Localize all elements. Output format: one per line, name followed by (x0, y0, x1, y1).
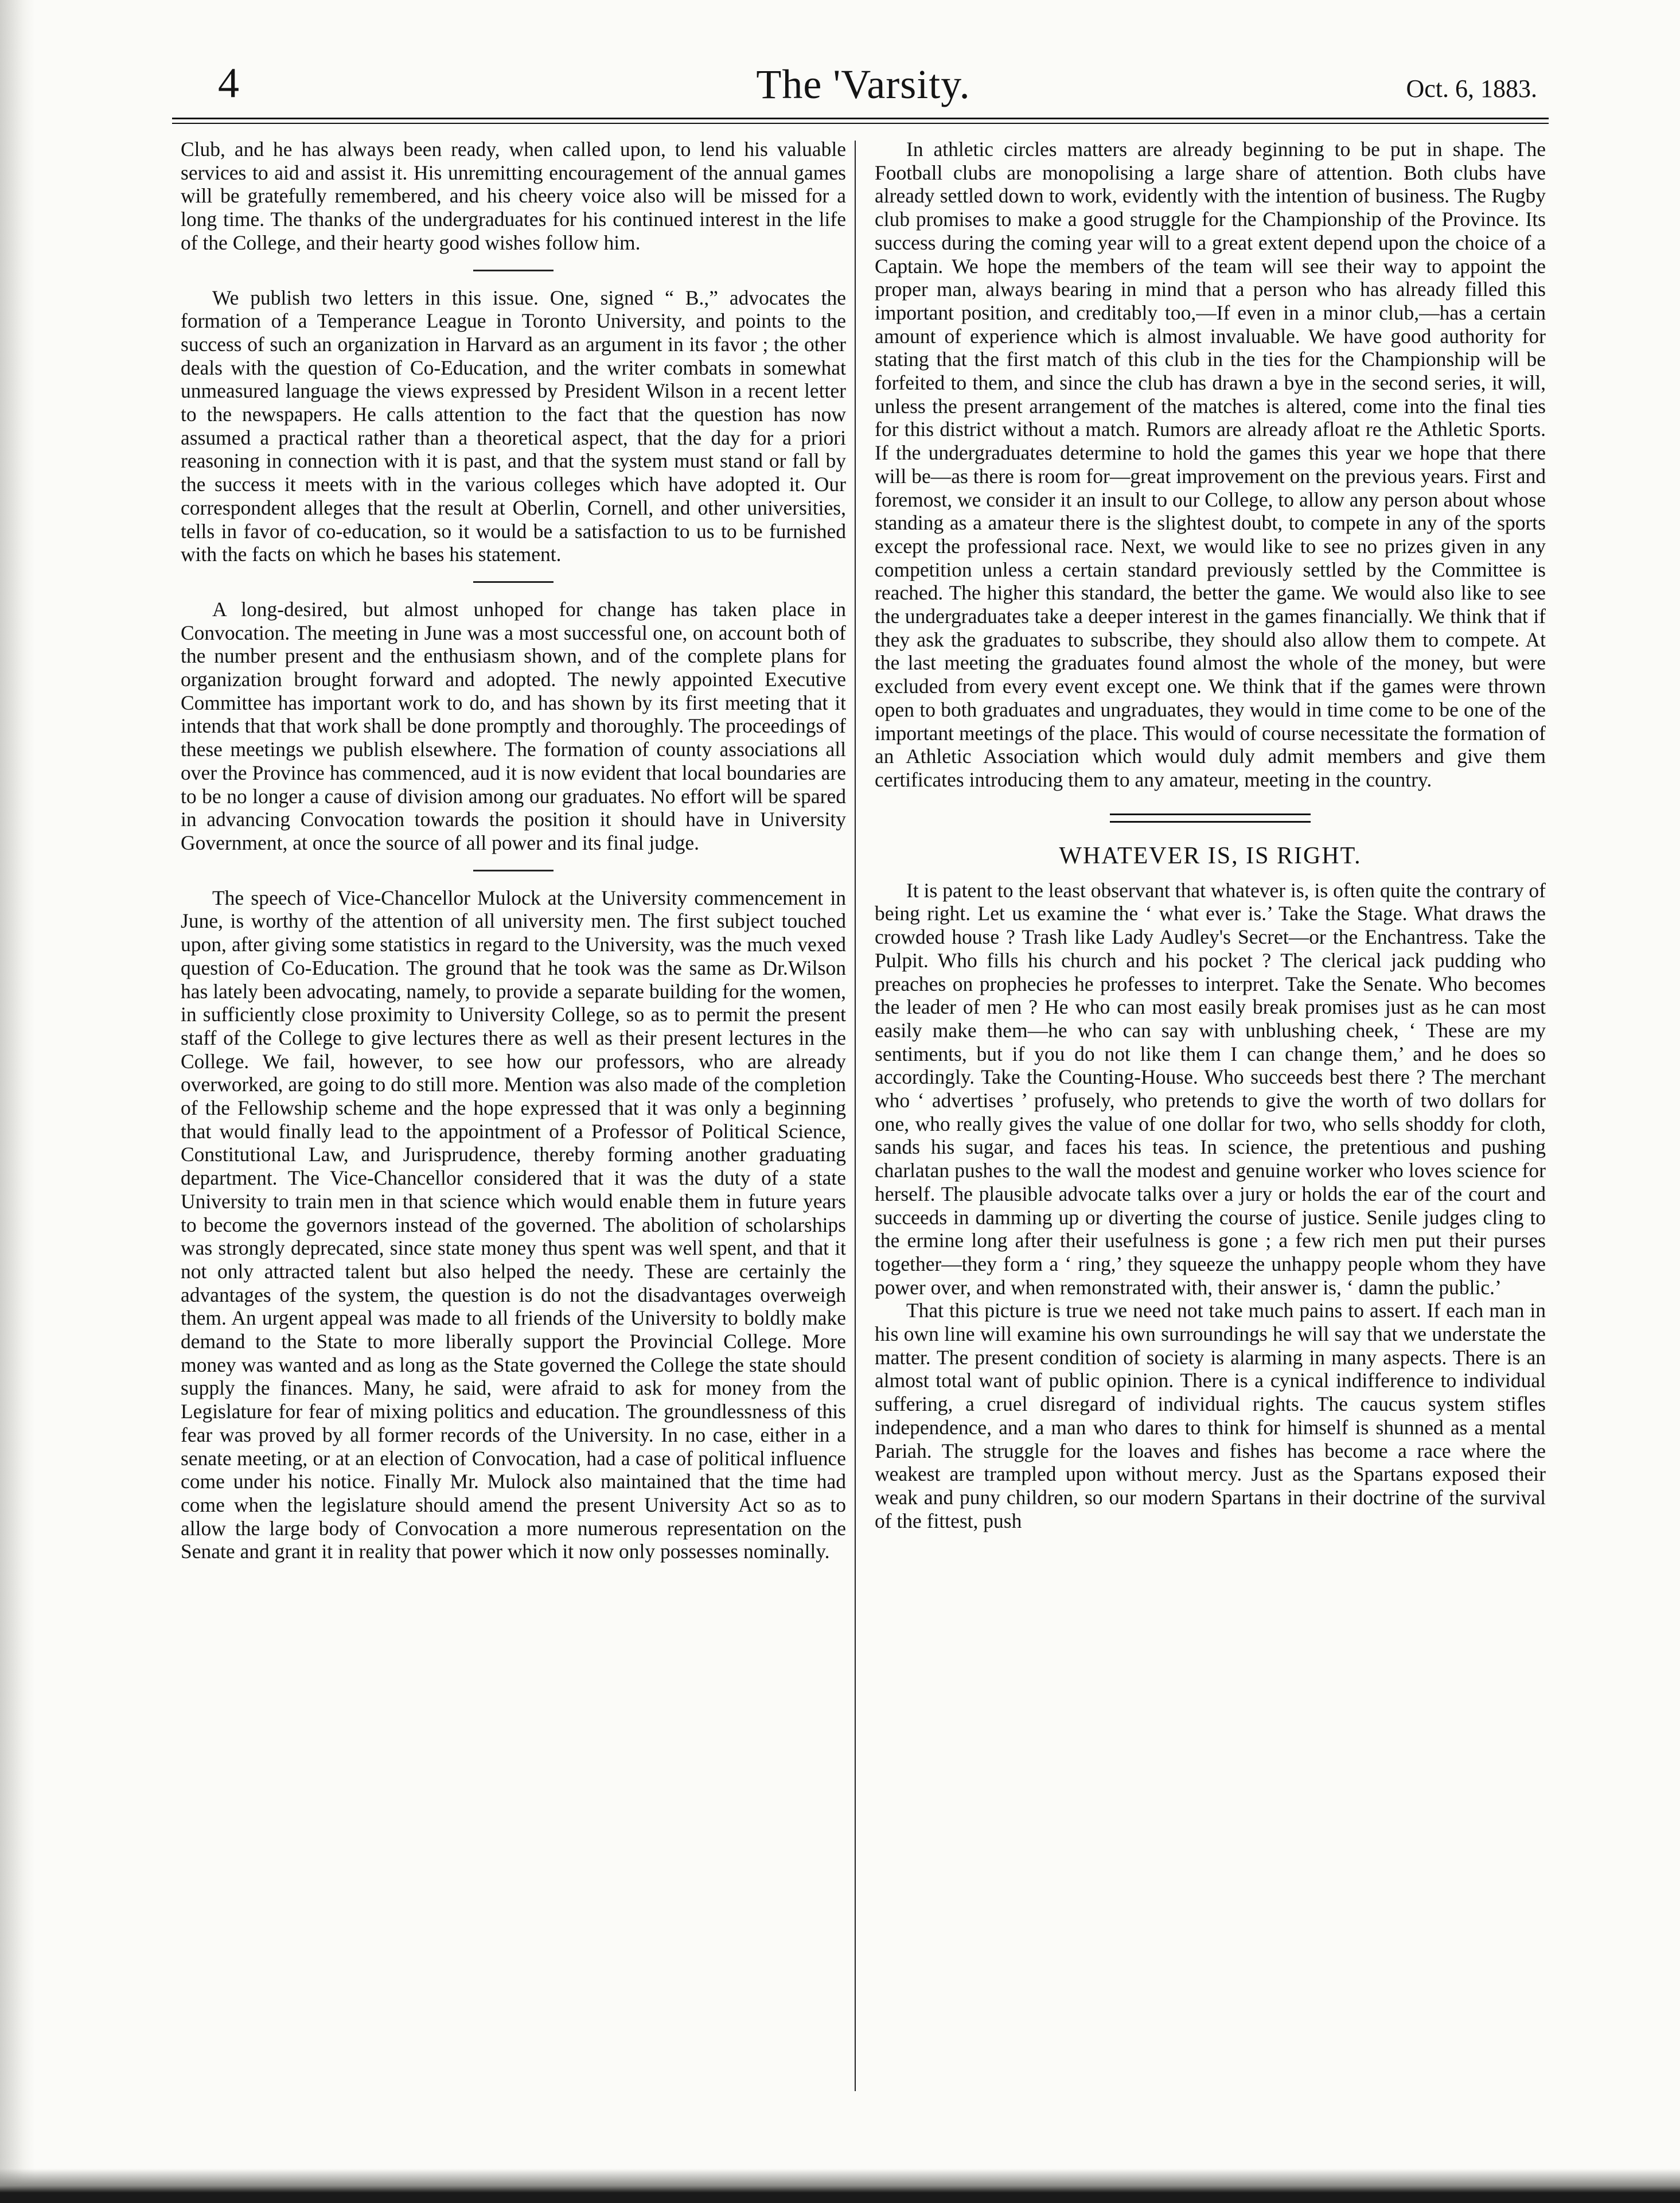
article-paragraph: A long-desired, but almost unhoped for change has taken place in Convocation. The meeting in June was a most successful one, on account both of the number present and the enthusiasm shown, and of the complete plans for organization brought forward and adopted. The newly appointed Executive Committee has important work to do, and has shown by its first meeting that it intends that that work shall be done promptly and thoroughly. The proceedings of these meetings we publish elsewhere. The formation of county associations all over the Province has commenced, aud it is now evident that local boundaries are to be no longer a cause of division among our graduates. No effort will be spared in advancing Convocation towards the position it should have in University Government, at once the source of all power and its final judge. (181, 597, 846, 854)
issue-date: Oct. 6, 1883. (1406, 75, 1537, 103)
article-paragraph: We publish two letters in this issue. One, signed “ B.,” advocates the formation of a Temperance League in Toronto University, and points to the success of such an organization in Harvard as an argument in its favor ; the other deals with the question of Co-Education, and the writer combats in somewhat unmeasured language the views expressed by President Wilson in a recent letter to the newspapers. He calls attention to the fact that the question has now assumed a practical rather than a theoretical aspect, that the day for a priori reasoning in connection with it is past, and that the system must stand or fall by the success it meets with in the various colleges which have adopted it. Our correspondent alleges that the result at Oberlin, Cornell, and other universities, tells in favor of co-education, so it would be a satisfaction to us to be furnished with the facts on which he bases his statement. (181, 286, 846, 566)
article-paragraph: In athletic circles matters are already beginning to be put in shape. The Football clubs are monopolising a large share of attention. Both clubs have already settled down to work, evidently with the intention of business. The Rugby club promises to make a good struggle for the Championship of the Province. Its success during the coming year will to a great extent depend upon the choice of a Captain. We hope the members of the team will see their way to appoint the proper man, always bearing in mind that a person who has already filled this important position, and creditably too,—If even in a minor club,—has a certain amount of experience which is almost invaluable. We have good authority for stating that the first match of this club in the ties for the Championship will be forfeited to them, and since the club has drawn a bye in the second series, it will, unless the present arrangement of the matches is altered, come into the final ties for this district without a match. Rumors are already afloat re the Athletic Sports. If the undergraduates determine to hold the games this year we hope that there will be—as there is room for—great improvement on the previous years. First and foremost, we consider it an insult to our College, to allow any person about whose standing as a amateur there is the slightest doubt, to compete in any of the sports except the professional race. Next, we would like to see no prizes given in any competition unless a certain standard previously settled by the Committee is reached. The higher this standard, the better the game. We would also like to see the undergraduates take a deeper interest in the games financially. We think that if they ask the graduates to subscribe, they should also allow them to compete. At the last meeting the graduates found almost the whole of the money, but were excluded from every event except one. We think that if the games were thrown open to both graduates and ungraduates, they would in time come to be one of the important meetings of the place. This would of course necessitate the formation of an Athletic Association which would duly admit members and give them certificates introducing them to any amateur, meeting in the country. (875, 138, 1546, 791)
separator-rule (473, 581, 553, 583)
masthead-title: The 'Varsity. (756, 61, 970, 107)
article-paragraph: The speech of Vice-Chancellor Mulock at the University commencement in June, is worthy of the attention of all university men. The first subject touched upon, after giving some statistics in regard to the University, was the much vexed question of Co-Education. The ground that he took was the same as Dr.Wilson has lately been advocating, namely, to provide a separate building for the women, in sufficiently close proximity to University College, so as to permit the present staff of the College to give lectures there as well as their present lectures in the College. We fail, however, to see how our professors, who are already overworked, are going to do still more. Mention was also made of the completion of the Fellowship scheme and the hope expressed that it was only a beginning that would finally lead to the appointment of a Professor of Political Science, Constitutional Law, and Jurisprudence, thereby forming another graduating department. The Vice-Chancellor considered that it was the duty of a state University to train men in that science which would enable them in future years to become the governors instead of the governed. The abolition of scholarships was strongly deprecated, since state money thus spent was well spent, and that it not only attracted talent but also helped the needy. These are certainly the advantages of the system, the question is do not the disadvantages overweigh them. An urgent appeal was made to all friends of the University to boldly make demand to the State to more liberally support the Provincial College. More money was wanted and as long as the State governed the College the state should supply the finances. Many, he said, were afraid to ask for money from the Legislature for fear of mixing politics and education. The groundlessness of this fear was proved by all former records of the University. In no case, either in a senate meeting, or at an election of Convocation, had a case of political influence come under his notice. Finally Mr. Mulock also maintained that the time had come when the legislature should amend the present University Act so as to allow the large body of Convocation a more numerous representation on the Senate and grant it in reality that power which it now only possesses nominally. (181, 886, 846, 1563)
column-divider (855, 141, 856, 2091)
header-rule (172, 118, 1549, 124)
page-bottom-edge (0, 2169, 1680, 2203)
section-double-rule (1110, 814, 1311, 823)
article-paragraph: It is patent to the least observant that whatever is, is often quite the contrary of being right. Let us examine the ‘ what ever is.’ Take the Stage. What draws the crowded house ? Trash like Lady Audley's Secret—or the Enchantress. Take the Pulpit. Who fills his church and his pocket ? The clerical jack pudding who preaches on prophecies he professes to interpret. Take the Senate. Who becomes the leader of men ? He who can most easily break promises just as he can most easily make them—he who can say with unblushing cheek, ‘ These are my sentiments, but if you do not like them I can change them,’ and he does so accordingly. Take the Counting-House. Who succeeds best there ? The merchant who ‘ advertises ’ profusely, who pretends to give the worth of two dollars for one, who really gives the value of one dollar for two, who sells shoddy for cloth, sands his sugar, and faces his teas. In science, the pretentious and pushing charlatan pushes to the wall the modest and genuine worker who loves science for herself. The plausible advocate talks over a jury or holds the ear of the court and succeeds in damming up or diverting the course of justice. Senile judges cling to the ermine long after their usefulness is gone ; a few rich men put their purses together—they form a ‘ ring,’ they squeeze the unhappy people whom they have power over, and when remonstrated with, their answer is, ‘ damn the public.’ (875, 878, 1546, 1299)
right-column (875, 138, 1546, 2100)
section-heading: WHATEVER IS, IS RIGHT. (1059, 842, 1362, 869)
left-column (181, 138, 846, 2100)
separator-rule (473, 270, 553, 271)
page-edge-shadow (0, 0, 34, 2203)
article-paragraph: That this picture is true we need not take much pains to assert. If each man in his own line will examine his own surroundings he will say that we understate the matter. The present condition of society is alarming in many aspects. There is an almost total want of public opinion. There is a cynical indifference to individual suffering, a cruel disregard of individual rights. The caucus system stifles independence, and a man who dares to think for himself is shunned as a mental Pariah. The struggle for the loaves and fishes has become a race where the weakest are trampled upon without mercy. Just as the Spartans exposed their weak and puny children, so our modern Spartans in their doctrine of the survival of the fittest, push (875, 1299, 1546, 1532)
page-number: 4 (218, 60, 239, 107)
article-paragraph: Club, and he has always been ready, when called upon, to lend his valuable services to aid and assist it. His unremitting encouragement of the annual games will be gratefully remembered, and his cheery voice also will be missed for a long time. The thanks of the undergraduates for his continued interest in the life of the College, and their hearty good wishes follow him. (181, 138, 846, 254)
page-header (178, 55, 1549, 118)
separator-rule (473, 870, 553, 871)
